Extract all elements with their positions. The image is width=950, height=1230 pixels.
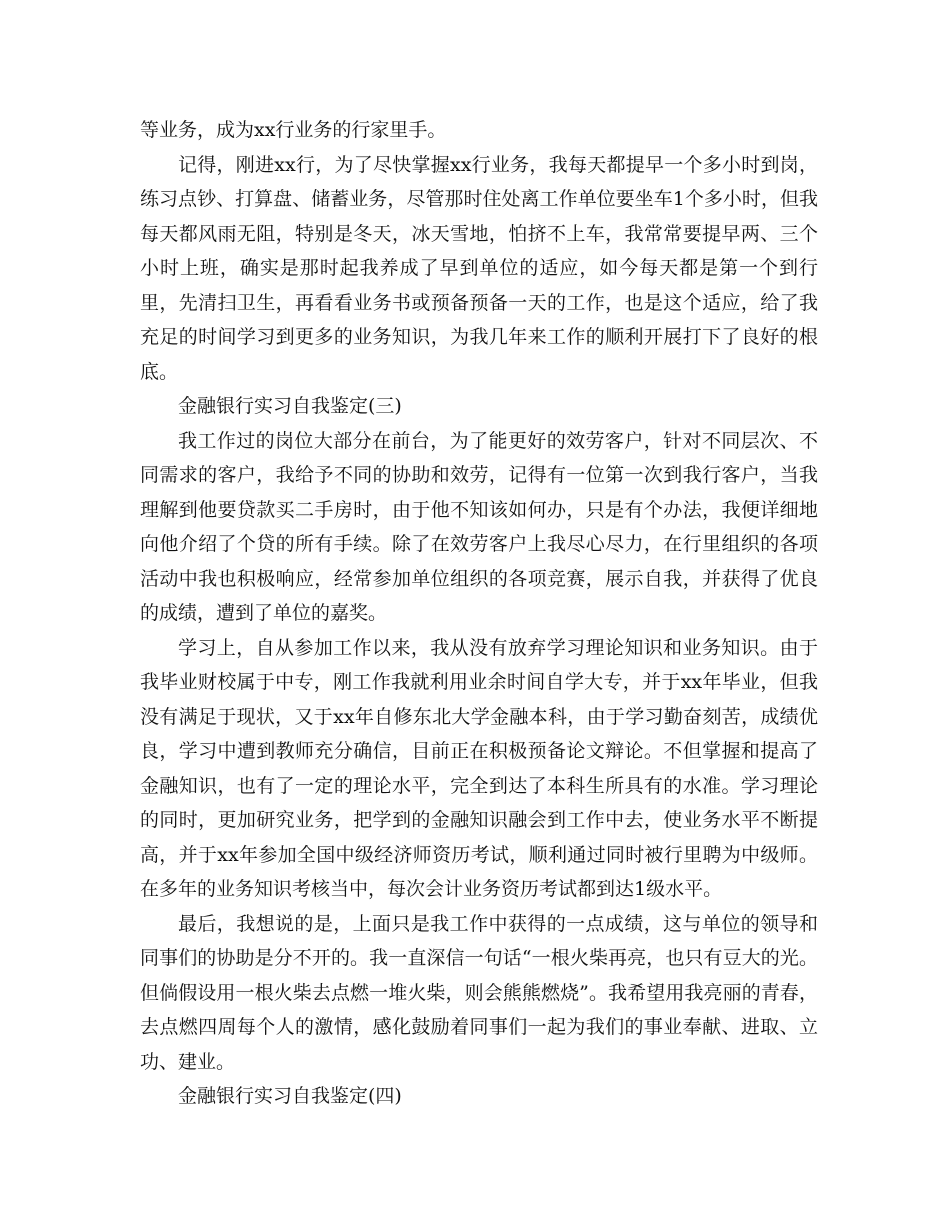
paragraph-conclusion: 最后，我想说的是，上面只是我工作中获得的一点成绩，这与单位的领导和同事们的协助是分不开的。我一直深信一句话“一根火柴再亮，也只有豆大的光。但倘假设用一根火柴去点燃一堆火柴，则会熊熊燃烧”。我希望用我亮丽的青春，去点燃四周每个人的激情，感化鼓励着同事们一起为我们的事业奉献、进取、立功、建业。 xyxy=(140,912,818,1073)
paragraph-early-arrival: 记得，刚进xx行，为了尽快掌握xx行业务，我每天都提早一个多小时到岗，练习点钞、打算盘、储蓄业务，尽管那时住处离工作单位要坐车1个多小时，但我每天都风雨无阻，特别是冬天，冰天雪地，怕挤不上车，我常常要提早两、三个小时上班，确实是那时起我养成了早到单位的适应，如今每天都是第一个到行里，先清扫卫生，再看看业务书或预备预备一天的工作，也是这个适应，给了我充足的时间学习到更多的业务知识，为我几年来工作的顺利开展打下了良好的根底。 xyxy=(140,153,818,383)
section-heading-4: 金融银行实习自我鉴定(四) xyxy=(178,1085,402,1107)
paragraph-customer-service: 我工作过的岗位大部分在前台，为了能更好的效劳客户，针对不同层次、不同需求的客户，我给予不同的协助和效劳，记得有一位第一次到我行客户，当我理解到他要贷款买二手房时，由于他不知该如何办，只是有个办法，我便详细地向他介绍了个贷的所有手续。除了在效劳客户上我尽心尽力，在行里组织的各项活动中我也积极响应，经常参加单位组织的各项竞赛，展示自我，并获得了优良的成绩，遭到了单位的嘉奖。 xyxy=(140,429,818,624)
paragraph-continuation: 等业务，成为xx行业务的行家里手。 xyxy=(140,119,447,141)
section-heading-3: 金融银行实习自我鉴定(三) xyxy=(178,395,402,417)
paragraph-study: 学习上，自从参加工作以来，我从没有放弃学习理论知识和业务知识。由于我毕业财校属于中专，刚工作我就利用业余时间自学大专，并于xx年毕业，但我没有满足于现状，又于xx年自修东北大学金融本科，由于学习勤奋刻苦，成绩优良，学习中遭到教师充分确信，目前正在积极预备论文辩论。不但掌握和提高了金融知识，也有了一定的理论水平，完全到达了本科生所具有的水准。学习理论的同时，更加研究业务，把学到的金融知识融会到工作中去，使业务水平不断提高，并于xx年参加全国中级经济师资历考试，顺利通过同时被行里聘为中级师。在多年的业务知识考核当中，每次会计业务资历考试都到达1级水平。 xyxy=(140,636,818,900)
document-body xyxy=(140,113,818,1114)
